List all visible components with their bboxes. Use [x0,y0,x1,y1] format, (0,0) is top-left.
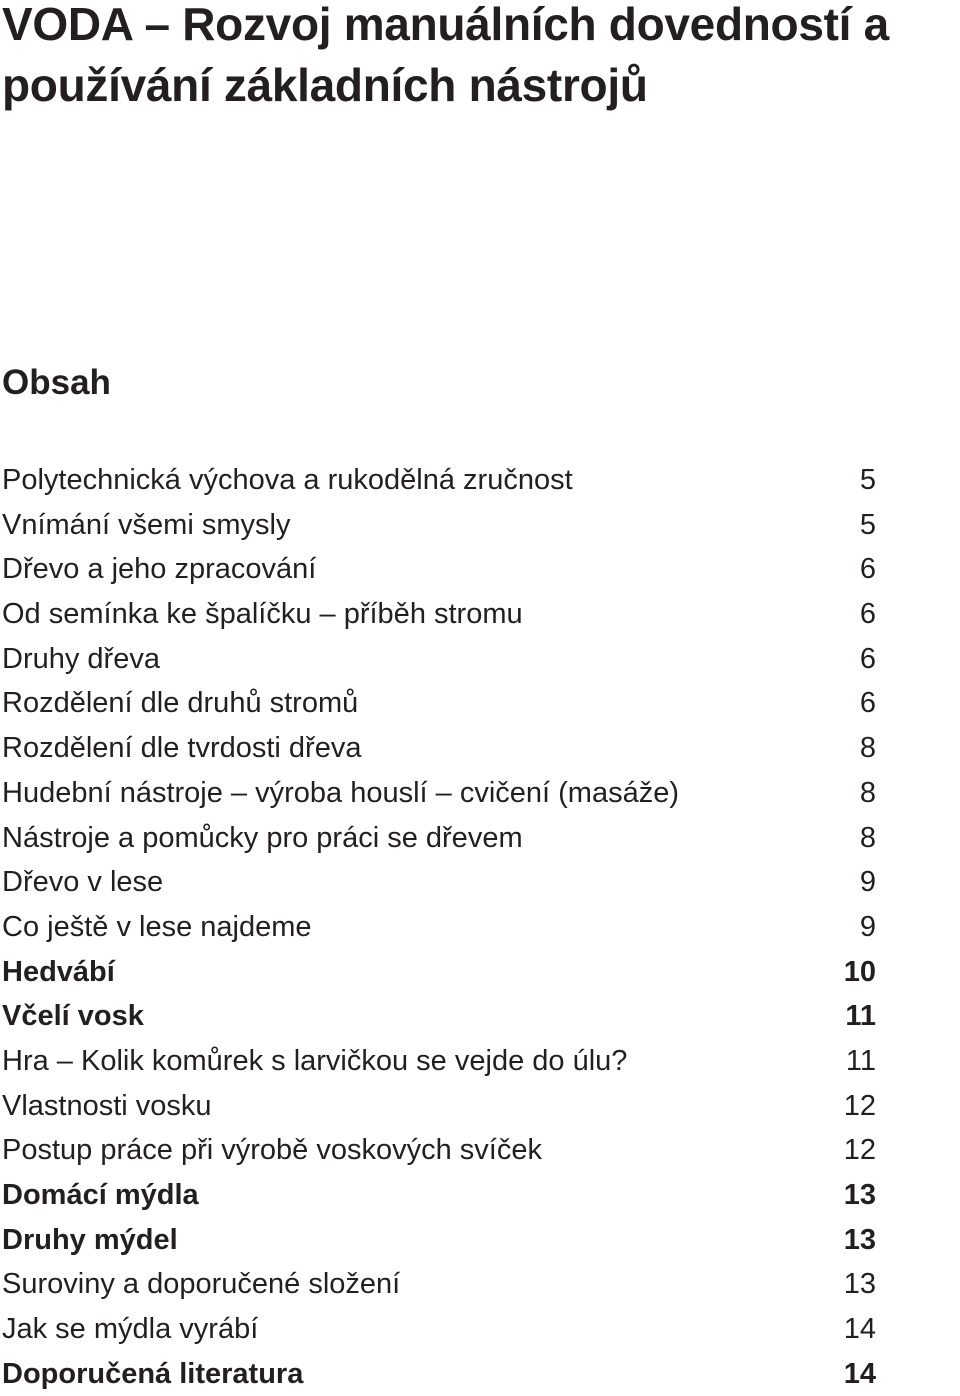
toc-entry[interactable] [0,1307,960,1352]
toc-entry[interactable] [0,726,960,771]
toc-entry-label: Dřevo a jeho zpracování [2,553,317,586]
toc-entry-page: 6 [859,687,876,720]
toc-entry[interactable] [0,1352,960,1396]
toc-entry-label: Druhy mýdel [2,1223,178,1256]
toc-entry-page: 13 [843,1268,876,1301]
toc-entry-label: Vlastnosti vosku [2,1089,212,1122]
toc-entry-page: 8 [859,776,876,809]
toc-entry[interactable] [0,771,960,816]
toc-entry-label: Vnímání všemi smysly [2,508,291,541]
toc-entry[interactable] [0,547,960,592]
toc-entry-page: 12 [843,1134,876,1167]
toc-entry-label: Od semínka ke špalíčku – příběh stromu [2,598,523,631]
toc-entry[interactable] [0,681,960,726]
toc-entry-page: 14 [843,1313,876,1346]
toc-entry[interactable] [0,860,960,905]
toc-heading: Obsah [2,363,111,402]
toc-entry-page: 13 [843,1223,876,1256]
toc-entry-label: Hudební nástroje – výroba houslí – cvičení (masáže) [2,776,680,809]
toc-entry[interactable] [0,1128,960,1173]
toc-entry[interactable] [0,994,960,1039]
toc-entry-page: 5 [859,464,876,496]
toc-entry[interactable] [0,1218,960,1263]
toc-entry-page: 14 [843,1357,876,1390]
document-title: VODA – Rozvoj manuálních dovedností a používání základních nástrojů [2,0,889,111]
toc-entry[interactable] [0,503,960,548]
toc-entry[interactable] [0,1039,960,1084]
toc-entry-page: 8 [859,732,876,765]
toc-entry[interactable] [0,1262,960,1307]
toc-entry-page: 13 [843,1179,876,1211]
toc-entry[interactable] [0,1173,960,1218]
toc-entry-page: 10 [843,955,876,988]
toc-entry[interactable] [0,950,960,995]
toc-entry-label: Druhy dřeva [2,642,160,675]
toc-entry-label: Postup práce při výrobě voskových svíček [2,1134,542,1167]
toc-entry-label: Rozdělení dle tvrdosti dřeva [2,732,362,765]
toc-entry-label: Dřevo v lese [2,866,164,899]
toc-entry-label: Hra – Kolik komůrek s larvičkou se vejde do úlu? [2,1044,628,1077]
toc-entry-page: 9 [859,910,876,943]
toc-entry-label: Polytechnická výchova a rukodělná zručnost [2,464,573,496]
toc-entry[interactable] [0,592,960,637]
table-of-contents [0,458,960,1396]
toc-entry-page: 6 [859,642,876,675]
toc-entry-label: Doporučená literatura [2,1357,304,1390]
toc-entry[interactable] [0,458,960,503]
toc-entry-page: 11 [845,1044,876,1077]
toc-entry-label: Domácí mýdla [2,1179,199,1211]
toc-entry-page: 12 [843,1089,876,1122]
toc-entry-page: 6 [859,598,876,631]
toc-entry-label: Včelí vosk [2,1000,144,1033]
toc-entry-page: 8 [859,821,876,854]
toc-entry[interactable] [0,637,960,682]
toc-entry[interactable] [0,905,960,950]
toc-entry[interactable] [0,1084,960,1129]
toc-entry-page: 6 [859,553,876,586]
toc-entry-page: 5 [859,508,876,541]
toc-entry-page: 11 [845,1000,876,1033]
toc-entry-label: Rozdělení dle druhů stromů [2,687,359,720]
toc-entry-label: Jak se mýdla vyrábí [2,1313,259,1346]
toc-entry-label: Co ještě v lese najdeme [2,910,312,943]
toc-entry-label: Hedvábí [2,955,115,988]
toc-entry-page: 9 [859,866,876,899]
toc-entry-label: Nástroje a pomůcky pro práci se dřevem [2,821,523,854]
toc-entry[interactable] [0,816,960,861]
toc-entry-label: Suroviny a doporučené složení [2,1268,401,1301]
